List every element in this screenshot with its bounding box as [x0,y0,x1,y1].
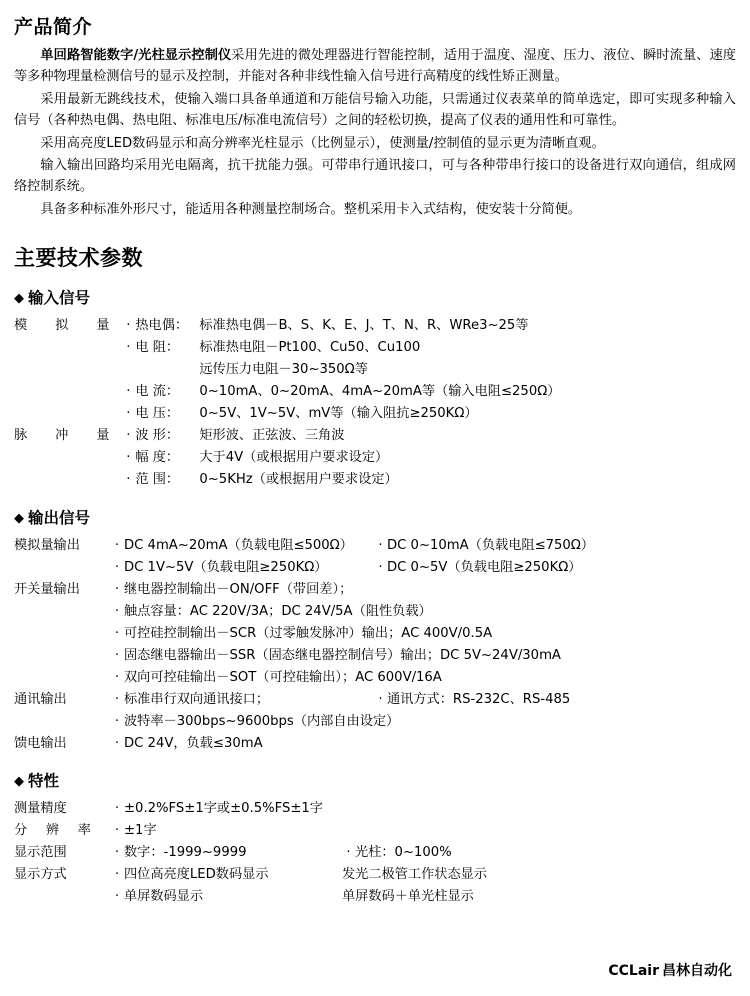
bullet-icon: · [114,537,120,553]
group-heading-input [14,286,736,308]
row-value: ±1字 [124,823,157,839]
row-label: 模拟量输出 [14,537,80,553]
diamond-icon: ◆ [14,510,24,526]
row-value: ±0.2%FS±1字或±0.5%FS±1字 [124,801,323,817]
diamond-icon: ◆ [14,291,24,306]
specs-title: 主要技术参数 [14,246,143,270]
bullet-icon: · [378,537,383,553]
row-label: 显示方式 [14,867,67,883]
bullet-icon: · [114,625,120,641]
row-key: 电 压： [135,406,180,422]
row-value: 数字：-1999~9999 [124,845,247,861]
diamond-icon: ◆ [14,774,24,790]
intro-paragraph-1 [14,45,736,88]
table-row [14,359,736,381]
row-value: 矩形波、正弦波、三角波 [199,428,345,444]
row-key: 电 阻： [135,340,180,356]
bullet-icon: · [114,714,120,729]
table-row [14,425,736,447]
brand-name-en: CCLair [608,963,659,979]
row-value-secondary: DC 0~10mA（负载电阻≤750Ω） [387,537,595,553]
table-row [14,447,736,469]
row-label: 开关量输出 [14,581,80,597]
row-value-pair [124,535,736,557]
product-name-lead: 单回路智能数字/光柱显示控制仪 [40,48,232,63]
bullet-icon: · [126,384,131,400]
bullet-icon: · [114,801,120,817]
table-row [14,535,736,557]
bullet-icon: · [126,406,131,422]
row-label: 馈电输出 [14,736,67,752]
bullet-icon: · [114,603,120,619]
table-row [14,842,736,864]
bullet-icon: · [114,647,120,663]
row-key: 热电偶： [135,318,189,333]
row-value: 固态继电器输出－SSR（固态继电器控制信号）输出；DC 5V~24V/30mA [124,647,561,663]
row-label: 显示范围 [14,845,67,861]
table-row [14,798,736,820]
bullet-icon: · [378,691,383,707]
row-value: 可控硅控制输出－SCR（过零触发脉冲）输出；AC 400V/0.5A [124,625,493,641]
row-value: 单屏数码显示 [124,889,204,905]
table-row [14,557,736,579]
row-value: 远传压力电阻－30~350Ω等 [199,362,368,378]
row-value: 0~10mA、0~20mA、4mA~20mA等（输入电阻≤250Ω） [199,384,561,400]
intro-paragraph-2: 采用最新无跳线技术，使输入端口具备单通道和万能信号输入功能，只需通过仪表菜单的简单选定，即可实现多种输入信号（各种热电偶、热电阻、标准电压/标准电流信号）之间的轻松切换，提高了仪表的通用性和可靠性。 [14,91,736,129]
row-label: 通讯输出 [14,691,67,707]
row-value: DC 4mA~20mA（负载电阻≤500Ω） [124,537,353,553]
row-value-pair [124,842,736,864]
table-row [14,689,736,711]
bullet-icon: · [114,736,120,752]
row-value: 标准热电阻－Pt100、Cu50、Cu100 [199,340,421,356]
row-value: 继电器控制输出－ON/OFF（带回差）； [124,581,353,597]
row-value-pair [124,689,736,711]
table-row [14,711,736,733]
row-value-pair [124,864,736,886]
bullet-icon: · [114,669,120,685]
intro-paragraph-5: 具备多种标准外形尺寸，能适用各种测量控制场合。整机采用卡入式结构，使安装十分简便。 [40,201,582,217]
bullet-icon: · [378,559,383,575]
brand-footer [608,960,732,980]
table-row [14,337,736,359]
row-key [135,359,199,381]
row-value: 0~5KHz（或根据用户要求设定） [199,472,398,488]
row-value: 波特率－300bps~9600bps（内部自由设定） [124,714,400,729]
page-title: 产品简介 [14,16,93,38]
bullet-icon: · [114,823,120,839]
bullet-icon: · [114,889,120,905]
row-value-secondary: 发光二极管工作状态显示 [342,867,488,883]
row-key: 波 形： [135,428,180,444]
bullet-icon: · [346,845,351,861]
table-row [14,733,736,755]
row-value: DC 24V，负载≤30mA [124,736,263,752]
table-row [14,667,736,689]
brand-name-cn: 昌林自动化 [662,963,732,979]
row-label: 分 辨 率 [14,823,99,839]
row-key: 幅 度： [135,450,180,466]
row-label: 模 拟 量 [14,318,122,333]
table-row [14,403,736,425]
row-value: 触点容量：AC 220V/3A；DC 24V/5A（阻性负载） [124,603,432,619]
row-value-secondary: 通讯方式：RS-232C、RS-485 [387,691,571,707]
table-row [14,381,736,403]
bullet-icon: · [114,691,120,707]
table-row [14,315,736,337]
table-row [14,601,736,623]
bullet-icon: · [114,581,120,597]
table-row [14,623,736,645]
table-row [14,645,736,667]
row-value: 标准串行双向通讯接口； [124,691,270,707]
paragraph-text: 采用先进的微处理器进行智能控制，适用于温度、湿度、压力、液位、瞬时流量、速度等多种物理量检测信号的显示及控制，并能对各种非线性输入信号进行高精度的线性矫正测量。 [14,48,736,85]
bullet-icon: · [114,559,120,575]
table-row [14,864,736,886]
row-value: 标准热电偶－B、S、K、E、J、T、N、R、WRe3~25等 [199,318,529,333]
row-value-pair [124,886,736,908]
bullet-spacer [121,359,135,381]
bullet-icon: · [126,472,131,488]
row-value-secondary: DC 0~5V（负载电阻≥250KΩ） [387,559,582,575]
row-label: 测量精度 [14,801,67,817]
spec-table-input [14,315,736,492]
row-value: DC 1V~5V（负载电阻≥250KΩ） [124,559,328,575]
spec-table-output [14,535,736,756]
row-key: 电 流： [135,384,180,400]
intro-paragraph-3: 采用高亮度LED数码显示和高分辨率光柱显示（比例显示），使测量/控制值的显示更为清晰直观。 [40,135,605,151]
bullet-icon: · [126,450,131,466]
spec-table-features [14,798,736,908]
bullet-icon: · [126,318,131,333]
bullet-icon: · [114,845,120,861]
group-title: 输入信号 [28,289,91,307]
table-row [14,820,736,842]
bullet-icon: · [126,428,131,444]
row-value: 0~5V、1V~5V、mV等（输入阻抗≥250KΩ） [199,406,478,422]
row-value-pair [124,557,736,579]
row-value: 双向可控硅输出－SOT（可控硅输出）；AC 600V/16A [124,669,442,685]
row-label: 脉 冲 量 [14,428,122,444]
intro-paragraph-4: 输入输出回路均采用光电隔离，抗干扰能力强。可带串行通讯接口，可与各种带串行接口的设备进行双向通信，组成网络控制系统。 [14,157,736,195]
row-value-secondary: 单屏数码＋单光柱显示 [342,889,474,905]
row-value-secondary: 光柱：0~100% [355,845,452,861]
table-row [14,886,736,908]
table-row [14,469,736,491]
group-title: 输出信号 [28,508,91,527]
group-heading-output [14,506,736,528]
row-key: 范 围： [135,472,180,488]
group-title: 特性 [28,772,60,791]
row-value: 大于4V（或根据用户要求设定） [199,450,389,466]
row-value: 四位高亮度LED数码显示 [124,867,269,883]
table-row [14,579,736,601]
group-heading-features [14,769,736,791]
bullet-icon: · [114,867,120,883]
bullet-icon: · [126,340,131,356]
